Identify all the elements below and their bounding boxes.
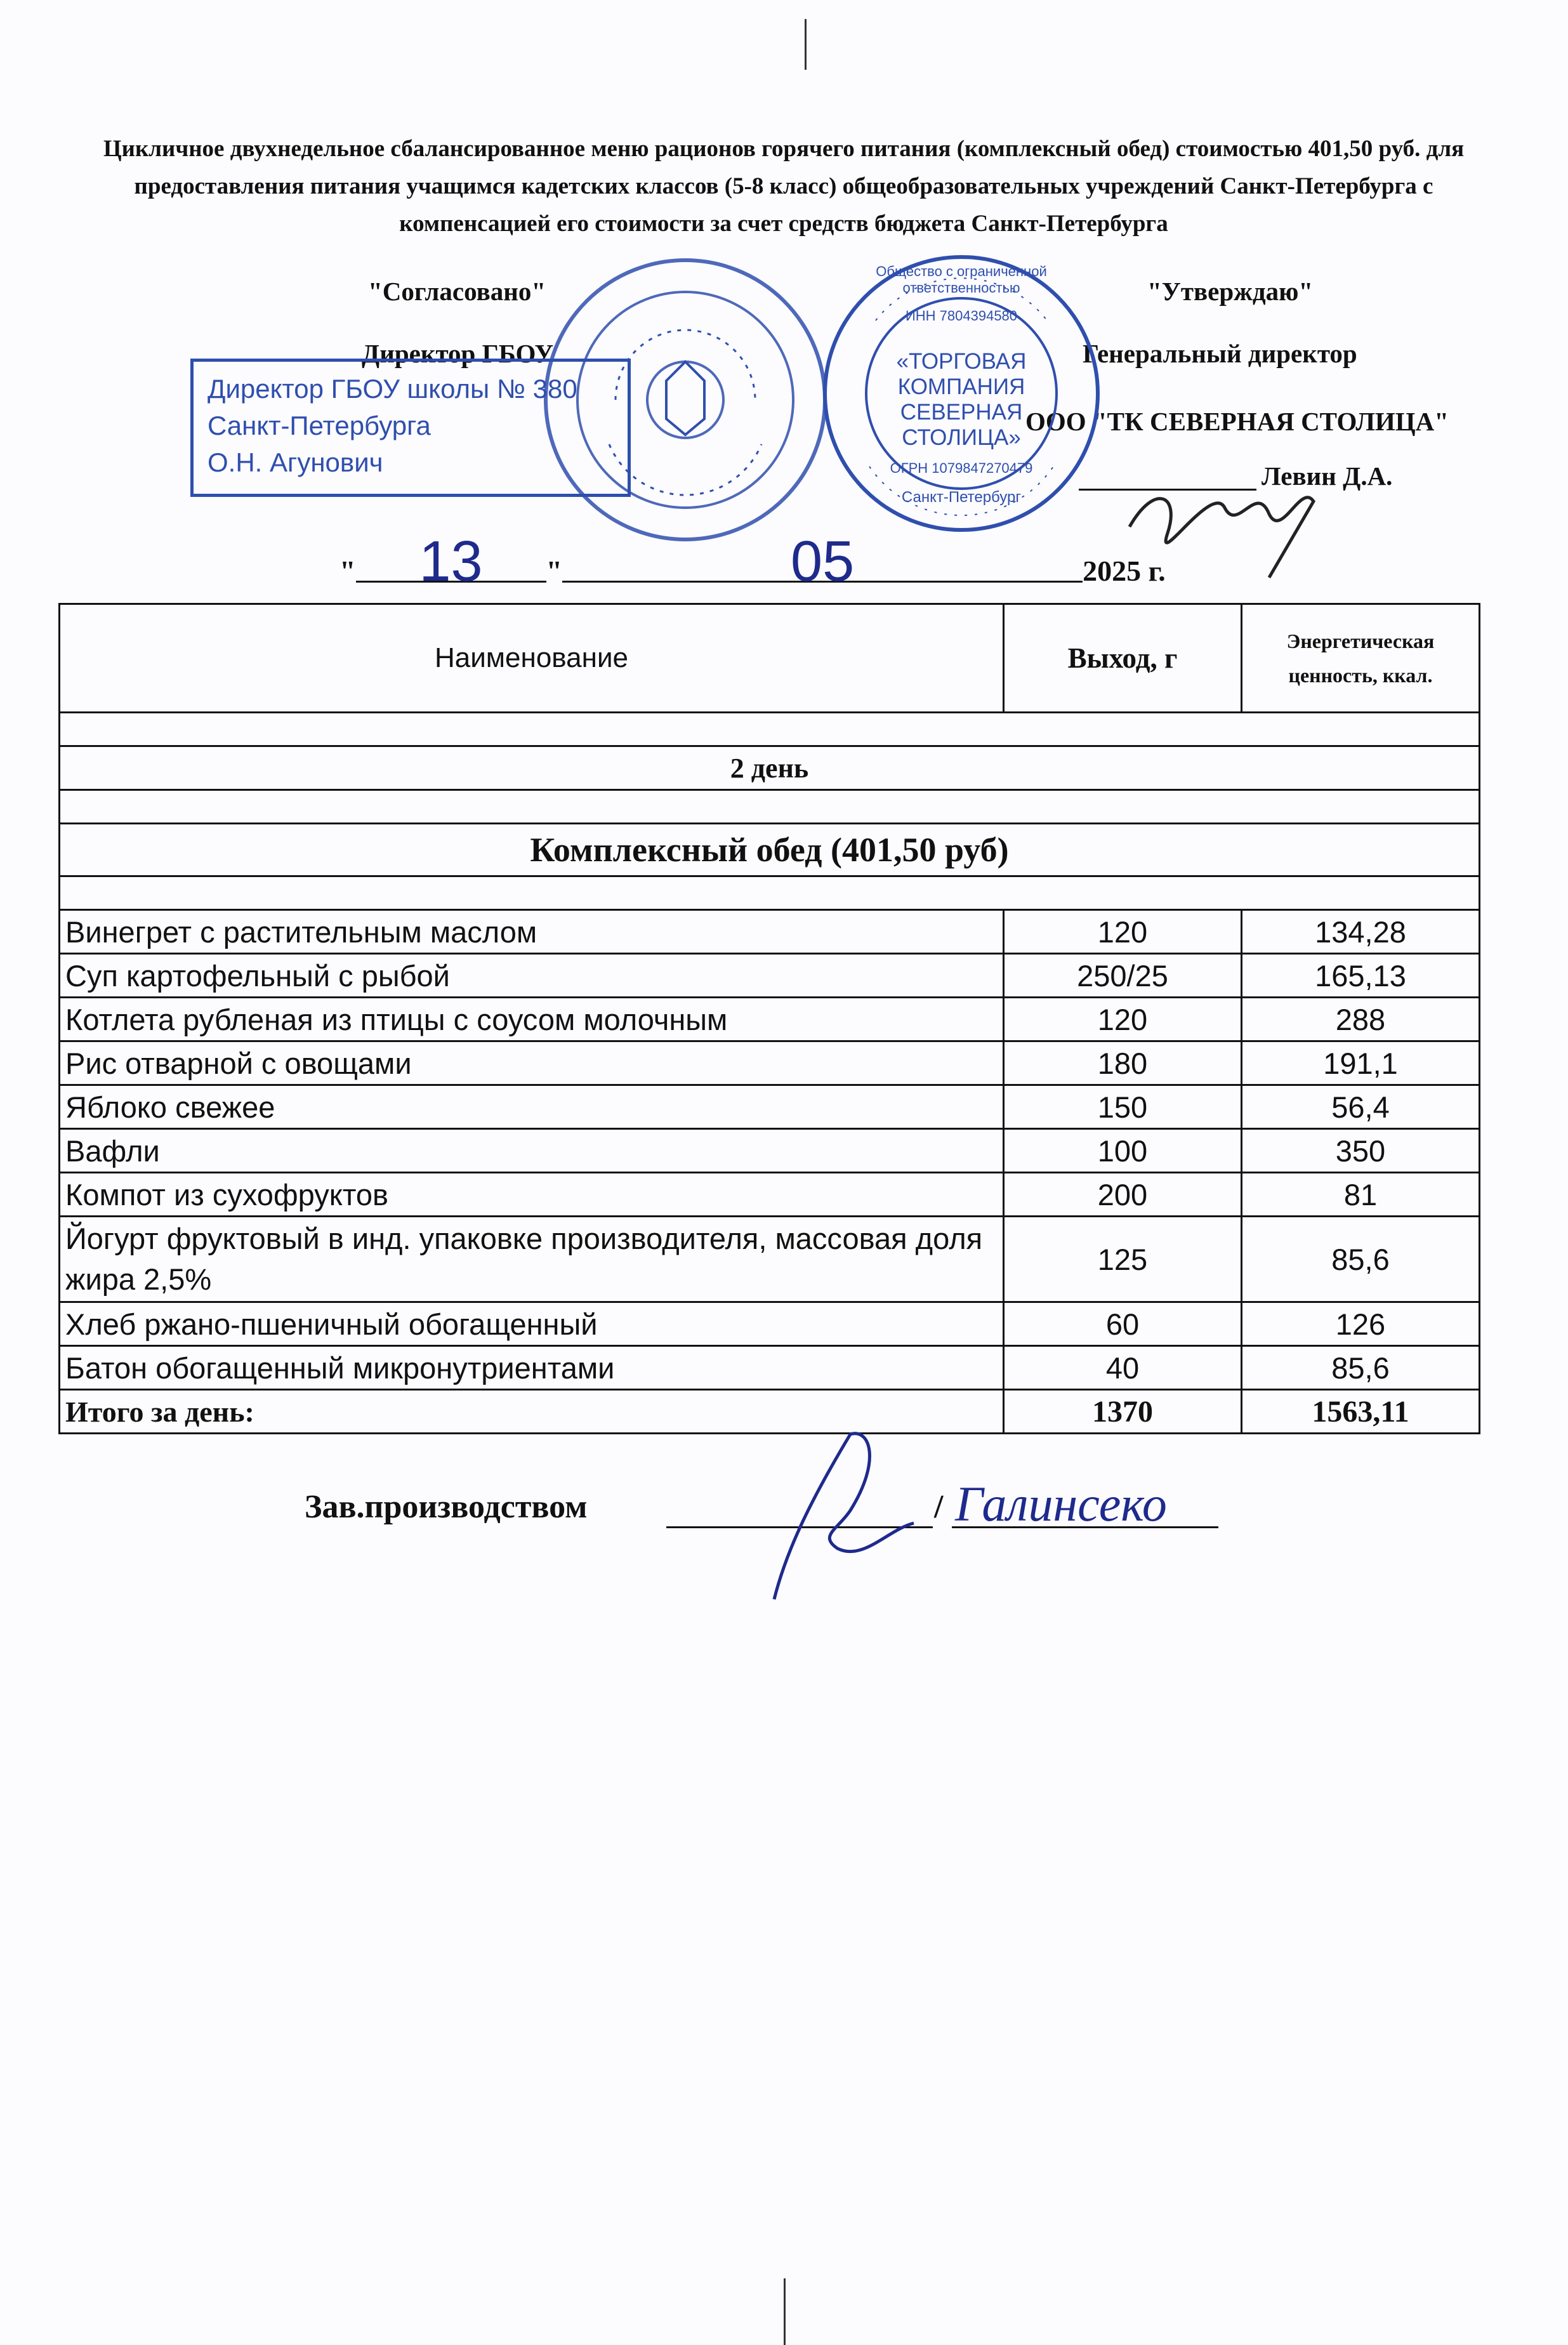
dish-energy: 165,13 bbox=[1242, 954, 1480, 998]
table-row bbox=[60, 1302, 1480, 1346]
company-stamp-ring-text: Общество с ограниченной ответственностью bbox=[876, 263, 1047, 296]
dish-name: Батон обогащенный микронутриентами bbox=[60, 1346, 1004, 1390]
stamp-line-2: Санкт-Петербурга bbox=[208, 411, 431, 440]
production-manager-label: Зав.производством bbox=[305, 1489, 588, 1525]
total-label: Итого за день: bbox=[60, 1390, 1004, 1434]
dish-output: 60 bbox=[1004, 1302, 1242, 1346]
stamp-line-3: О.Н. Агунович bbox=[208, 447, 383, 477]
dish-output: 200 bbox=[1004, 1173, 1242, 1217]
document-title: Цикличное двухнедельное сбалансированное меню рационов горячего питания (комплексный обед) стоимостью 401,50 руб. для предоставления питания учащимся кадетских классов (5-8 класс) общеобразовательных учреждений Санкт-Петербурга с компенсацией его стоимости за счет средств бюджета Санкт-Петербурга bbox=[103, 136, 1465, 237]
dish-output: 120 bbox=[1004, 910, 1242, 954]
production-manager-handwritten-name: Галинсеко bbox=[955, 1476, 1167, 1531]
dish-output: 100 bbox=[1004, 1129, 1242, 1173]
table-row bbox=[60, 954, 1480, 998]
company-stamp-center-text: «ТОРГОВАЯ КОМПАНИЯ СЕВЕРНАЯ СТОЛИЦА» bbox=[896, 349, 1027, 450]
dish-output: 180 bbox=[1004, 1041, 1242, 1085]
spacer-row bbox=[60, 876, 1480, 910]
total-energy: 1563,11 bbox=[1242, 1390, 1480, 1434]
company-name: ООО "ТК СЕВЕРНАЯ СТОЛИЦА" bbox=[1025, 407, 1449, 436]
scan-fold-line-bottom bbox=[784, 2278, 786, 2345]
header-energy: Энергетическая ценность, ккал. bbox=[1242, 604, 1480, 713]
dish-energy: 85,6 bbox=[1242, 1217, 1480, 1302]
dish-energy: 350 bbox=[1242, 1129, 1480, 1173]
date-line: " 13 " 05 2025 г. bbox=[339, 530, 1166, 593]
stamp-line-1: Директор ГБОУ школы № 380 bbox=[208, 374, 577, 404]
table-row bbox=[60, 910, 1480, 954]
scan-fold-line-top bbox=[805, 19, 807, 70]
table-row bbox=[60, 1346, 1480, 1390]
date-month: 05 bbox=[562, 543, 1083, 583]
table-row bbox=[60, 1085, 1480, 1129]
director-position: Директор ГБОУ bbox=[362, 339, 554, 368]
dish-energy: 288 bbox=[1242, 998, 1480, 1041]
dish-name: Суп картофельный с рыбой bbox=[60, 954, 1004, 998]
dish-energy: 85,6 bbox=[1242, 1346, 1480, 1390]
company-stamp-city: Санкт-Петербург bbox=[901, 489, 1022, 506]
company-stamp-ogrn: ОГРН 1079847270479 bbox=[890, 460, 1033, 476]
company-stamp-inn: ИНН 7804394580 bbox=[905, 308, 1018, 324]
production-manager-signature-image bbox=[723, 1422, 926, 1612]
dish-energy: 191,1 bbox=[1242, 1041, 1480, 1085]
dish-name: Хлеб ржано-пшеничный обогащенный bbox=[60, 1302, 1004, 1346]
spacer-row bbox=[60, 713, 1480, 746]
dish-name: Рис отварной с овощами bbox=[60, 1041, 1004, 1085]
menu-table bbox=[58, 603, 1480, 1434]
total-output: 1370 bbox=[1004, 1390, 1242, 1434]
approve-label: "Утверждаю" bbox=[1147, 277, 1314, 306]
table-header-row bbox=[60, 604, 1480, 713]
school-round-seal bbox=[539, 254, 831, 546]
dish-energy: 134,28 bbox=[1242, 910, 1480, 954]
dish-output: 120 bbox=[1004, 998, 1242, 1041]
dish-output: 150 bbox=[1004, 1085, 1242, 1129]
header-name: Наименование bbox=[60, 604, 1004, 713]
table-row bbox=[60, 1041, 1480, 1085]
dish-name: Винегрет с растительным маслом bbox=[60, 910, 1004, 954]
dish-energy: 56,4 bbox=[1242, 1085, 1480, 1129]
slash-separator: / bbox=[934, 1489, 944, 1525]
dish-name: Котлета рубленая из птицы с соусом молочным bbox=[60, 998, 1004, 1041]
date-day: 13 bbox=[356, 543, 546, 583]
dish-output: 250/25 bbox=[1004, 954, 1242, 998]
table-row bbox=[60, 998, 1480, 1041]
day-label: 2 день bbox=[60, 746, 1480, 790]
dish-energy: 126 bbox=[1242, 1302, 1480, 1346]
dish-name: Яблоко свежее bbox=[60, 1085, 1004, 1129]
company-round-stamp bbox=[819, 251, 1104, 536]
table-row bbox=[60, 1217, 1480, 1302]
section-label: Комплексный обед (401,50 руб) bbox=[60, 824, 1480, 876]
dish-name: Йогурт фруктовый в инд. упаковке производителя, массовая доля жира 2,5% bbox=[60, 1217, 1004, 1302]
agreed-label: "Согласовано" bbox=[368, 277, 546, 306]
header-output: Выход, г bbox=[1004, 604, 1242, 713]
date-year: 2025 г. bbox=[1083, 555, 1166, 587]
general-director-position: Генеральный директор bbox=[1083, 339, 1357, 368]
table-row bbox=[60, 1129, 1480, 1173]
dish-name: Компот из сухофруктов bbox=[60, 1173, 1004, 1217]
dish-output: 125 bbox=[1004, 1217, 1242, 1302]
dish-output: 40 bbox=[1004, 1346, 1242, 1390]
dish-energy: 81 bbox=[1242, 1173, 1480, 1217]
dish-name: Вафли bbox=[60, 1129, 1004, 1173]
director-name: Левин Д.А. bbox=[1262, 461, 1393, 491]
spacer-row bbox=[60, 790, 1480, 824]
table-row bbox=[60, 1173, 1480, 1217]
